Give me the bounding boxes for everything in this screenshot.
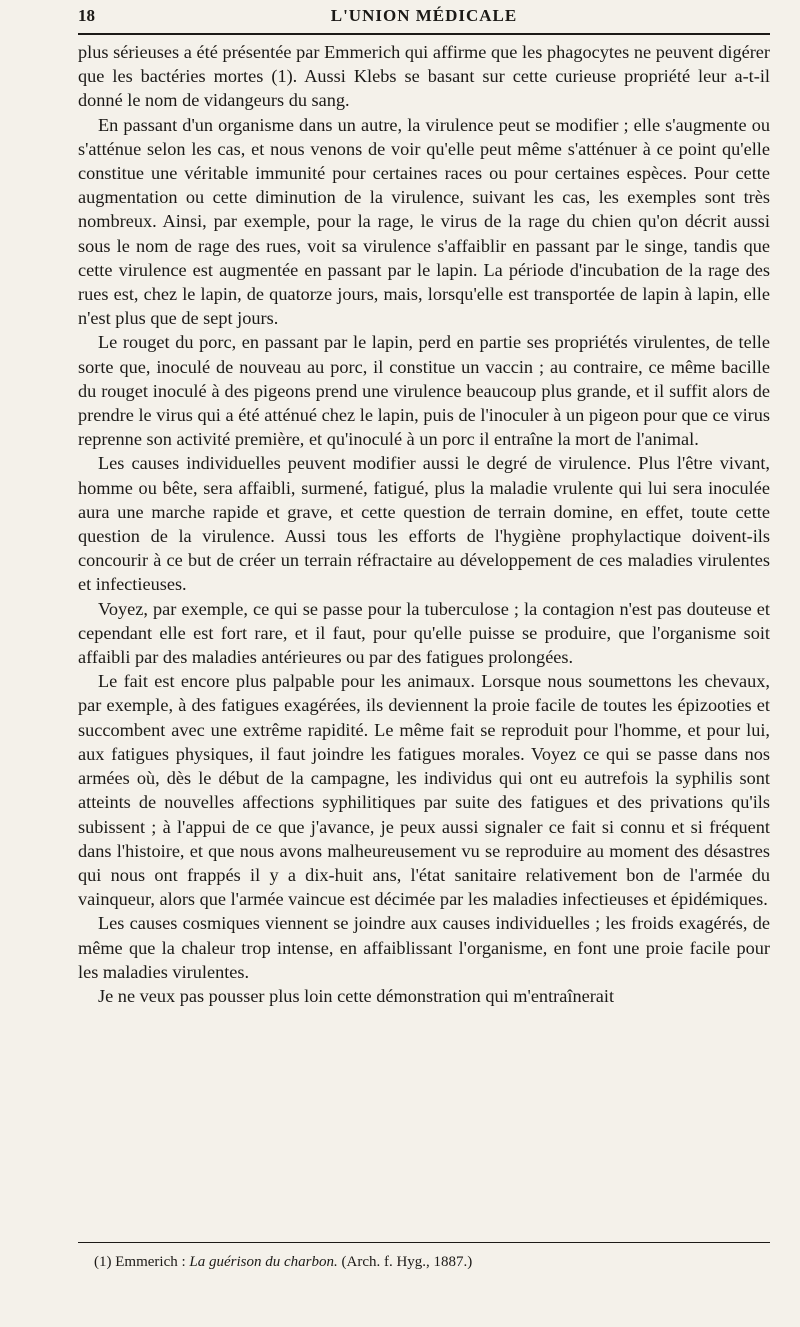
footnote-journal: (Arch. f. Hyg., 1887.) — [341, 1254, 473, 1270]
article-body — [78, 40, 770, 1008]
footnote-rule — [78, 1242, 770, 1243]
paragraph-2: En passant d'un organisme dans un autre, la virulence peut se modifier ; elle s'augmente ou s'atténue selon les cas, et nous venons de voir qu'elle peut même s'atténuer à ce point qu'elle constitue une véritable immunité pour certaines races ou pour certaines espèces. Pour cette augmentation ou cette diminution de la virulence, suivant les cas, les exemples sont très nombreux. Ainsi, par exemple, pour la rage, le virus de la rage du chien qu'on décrit aussi sous le nom de rage des rues, voit sa virulence s'affaiblir en passant par le singe, tandis que cette virulence est augmentée en passant par le lapin. La période d'incubation de la rage des rues est, chez le lapin, de quatorze jours, mais, lorsqu'elle est transportée de lapin à lapin, elle n'est plus que de sept jours. — [78, 114, 770, 329]
paragraph-4: Les causes individuelles peuvent modifier aussi le degré de virulence. Plus l'être vivant, homme ou bête, sera affaibli, surmené, fatigué, plus la maladie vrulente qui lui sera inoculée aura une marche rapide et grave, et cette question de terrain domine, en effet, toute cette question de la virulence. Aussi tous les efforts de l'hygiène prophylactique doivent-ils concourir à ce but de créer un terrain réfractaire au développement de ces maladies virulentes et infectieuses. — [78, 453, 770, 595]
footnote-marker: (1) — [94, 1254, 112, 1270]
journal-title: L'UNION MÉDICALE — [330, 6, 518, 25]
page-number: 18 — [78, 6, 95, 25]
header-rule — [78, 33, 770, 35]
paragraph-7: Les causes cosmiques viennent se joindre aux causes individuelles ; les froids exagérés, de même que la chaleur trop intense, en affaiblissant l'organisme, en font une proie facile pour les maladies virulentes. — [78, 913, 770, 982]
paragraph-6: Le fait est encore plus palpable pour les animaux. Lorsque nous soumettons les chevaux, par exemple, à des fatigues exagérées, ils deviennent la proie facile de toutes les épizooties et succombent avec une extrême rapidité. Le même fait se reproduit pour l'homme, et pour lui, aux fatigues physiques, il faut joindre les fatigues morales. Voyez ce qui se passe dans nos armées où, dès le début de la campagne, les individus qui ont eu autrefois la syphilis sont atteints de nouvelles affections syphilitiques par suite des fatigues et des privations qu'ils subissent ; à l'appui de ce que j'avance, je peux aussi signaler ce fait si connu et si fréquent dans l'histoire, et que nous avons malheureusement vu se reproduire au moment des désastres qui nous ont frappés il y a dix-huit ans, l'état sanitaire relativement bon de l'armée du vainqueur, alors que l'armée vaincue est décimée par les maladies infectieuses et épidémiques. — [78, 671, 770, 910]
running-header — [78, 4, 770, 30]
footnote-title: La guérison du charbon. — [189, 1254, 338, 1270]
paragraph-3: Le rouget du porc, en passant par le lapin, perd en partie ses propriétés virulentes, de telle sorte que, inoculé de nouveau au porc, il constitue un vaccin ; au contraire, ce même bacille du rouget inoculé à des pigeons prend une virulence beaucoup plus grande, et il suffit alors de prendre le virus qui a été atténué chez le lapin, puis de l'inoculer à un pigeon pour que ce virus reprenne son activité première, et qu'inoculé à un porc il entraîne la mort de l'animal. — [78, 332, 770, 450]
footnote-author: Emmerich : — [115, 1254, 186, 1270]
paragraph-5: Voyez, par exemple, ce qui se passe pour la tuberculose ; la contagion n'est pas douteuse et cependant elle est fort rare, et il faut, pour qu'elle puisse se produire, que l'organisme soit affaibli par des maladies antérieures ou par des fatigues prolongées. — [78, 598, 770, 668]
paragraph-8: Je ne veux pas pousser plus loin cette démonstration qui m'entraînerait — [98, 985, 615, 1006]
footnote — [94, 1252, 770, 1272]
paragraph-1: plus sérieuses a été présentée par Emmerich qui affirme que les phagocytes ne peuvent digérer que les bactéries mortes (1). Aussi Klebs se basant sur cette curieuse propriété leur a-t-il donné le nom de vidangeurs du sang. — [78, 42, 770, 111]
